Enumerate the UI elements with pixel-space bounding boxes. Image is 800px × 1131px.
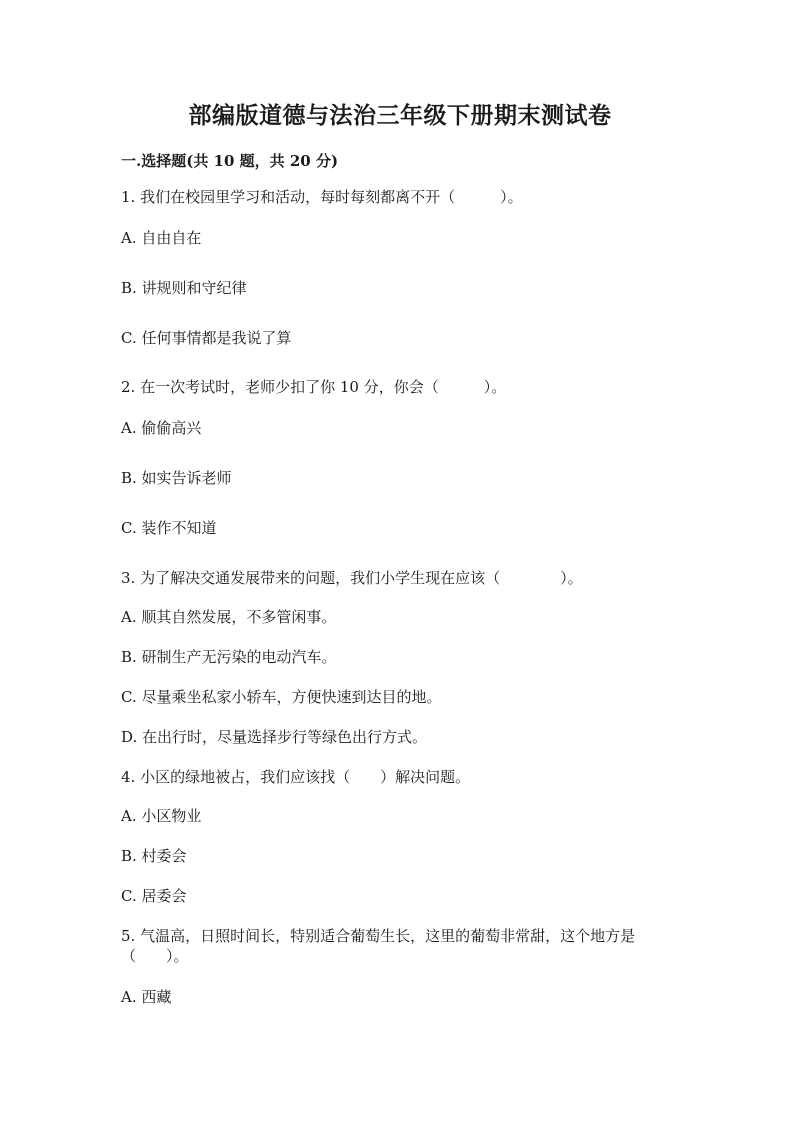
question-3-stem: 3. 为了解决交通发展带来的问题，我们小学生现在应该（ ）。 bbox=[121, 569, 583, 587]
page-title: 部编版道德与法治三年级下册期末测试卷 bbox=[188, 102, 612, 129]
question-1-option-c: C. 任何事情都是我说了算 bbox=[121, 329, 292, 347]
question-2-option-c: C. 装作不知道 bbox=[121, 519, 217, 537]
section-heading: 一.选择题(共 10 题，共 20 分) bbox=[121, 152, 339, 170]
question-4-stem: 4. 小区的绿地被占，我们应该找（ ）解决问题。 bbox=[121, 768, 471, 786]
question-3-option-d: D. 在出行时，尽量选择步行等绿色出行方式。 bbox=[121, 728, 428, 746]
question-3-option-c: C. 尽量乘坐私家小轿车，方便快速到达目的地。 bbox=[121, 688, 442, 706]
question-3-option-b: B. 研制生产无污染的电动汽车。 bbox=[121, 648, 337, 666]
question-2-option-b: B. 如实告诉老师 bbox=[121, 469, 232, 487]
question-3-option-a: A. 顺其自然发展，不多管闲事。 bbox=[121, 608, 337, 626]
question-5-stem: 5. 气温高，日照时间长，特别适合葡萄生长，这里的葡萄非常甜，这个地方是（ ）。 bbox=[121, 927, 636, 965]
question-4-option-a: A. 小区物业 bbox=[121, 807, 202, 825]
question-2-stem: 2. 在一次考试时，老师少扣了你 10 分，你会（ ）。 bbox=[121, 378, 507, 396]
question-1-option-b: B. 讲规则和守纪律 bbox=[121, 279, 247, 297]
question-2-option-a: A. 偷偷高兴 bbox=[121, 419, 202, 437]
question-5-option-a: A. 西藏 bbox=[121, 988, 172, 1006]
question-1-stem: 1. 我们在校园里学习和活动，每时每刻都离不开（ ）。 bbox=[121, 188, 523, 206]
question-4-option-c: C. 居委会 bbox=[121, 887, 187, 905]
question-4-option-b: B. 村委会 bbox=[121, 847, 187, 865]
question-1-option-a: A. 自由自在 bbox=[121, 229, 202, 247]
